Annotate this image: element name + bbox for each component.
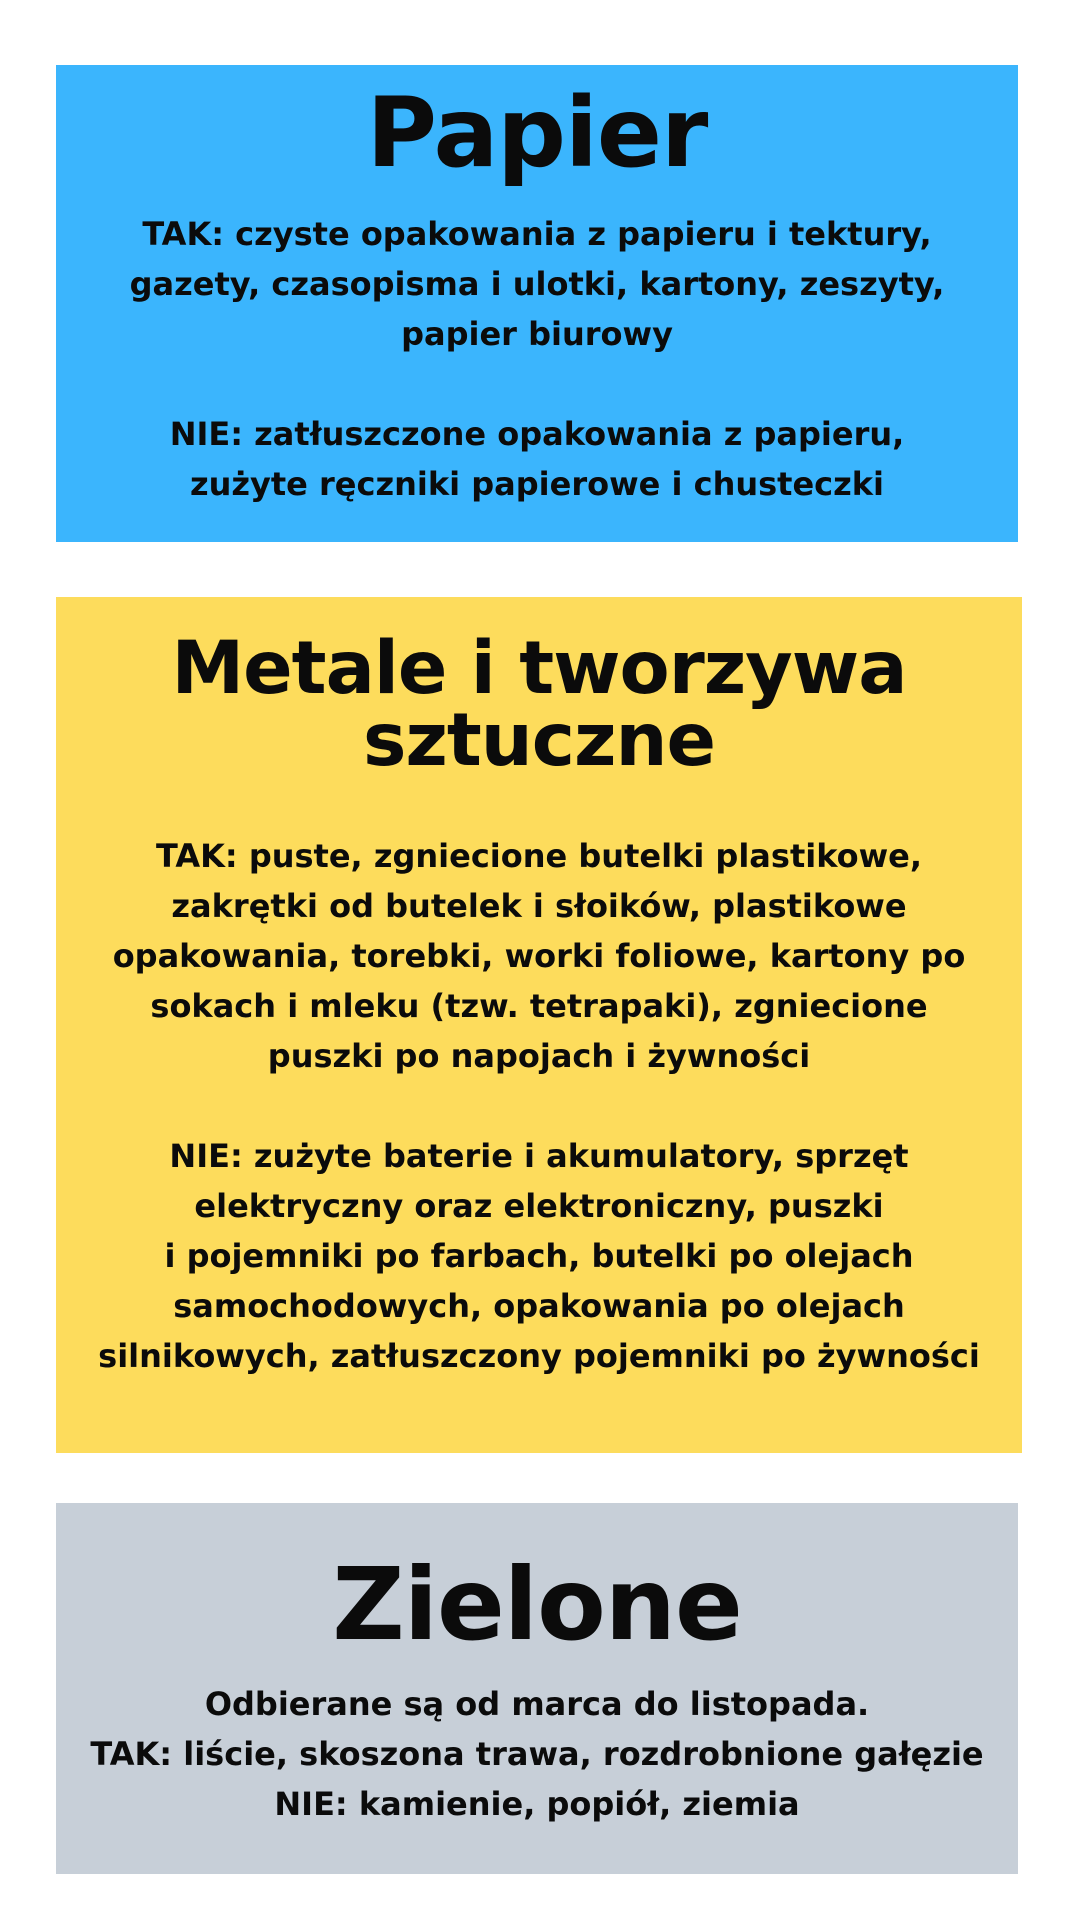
metal-plastic-section: [56, 597, 1022, 1453]
paper-title: Papier: [366, 77, 708, 189]
paper-yes-text: TAK: czyste opakowania z papieru i tektury, gazety, czasopisma i ulotki, kartony, zeszyty, papier biurowy: [129, 215, 945, 353]
green-waste-section: [56, 1503, 1018, 1874]
metal-plastic-yes-text: TAK: puste, zgniecione butelki plastikowe, zakrętki od butelek i słoików, plastikowe opakowania, torebki, worki foliowe, kartony po sokach i mleku (tzw. tetrapaki), zgniecione puszki po napojach i żywności: [112, 837, 966, 1075]
metal-plastic-no-text: NIE: zużyte baterie i akumulatory, sprzęt elektryczny oraz elektroniczny, puszki i pojemniki po farbach, butelki po olejach samochodowych, opakowania po olejach silnikowych, zatłuszczony pojemniki po żywności: [98, 1137, 980, 1375]
green-waste-info-text: Odbierane są od marca do listopada. TAK: liście, skoszona trawa, rozdrobnione gałęzie NIE: kamienie, popiół, ziemia: [90, 1685, 984, 1823]
green-waste-title: Zielone: [332, 1546, 742, 1663]
paper-no-text: NIE: zatłuszczone opakowania z papieru, zużyte ręczniki papierowe i chusteczki: [169, 415, 905, 503]
paper-section: [56, 65, 1018, 542]
metal-plastic-title: Metale i tworzywa sztuczne: [171, 626, 907, 783]
